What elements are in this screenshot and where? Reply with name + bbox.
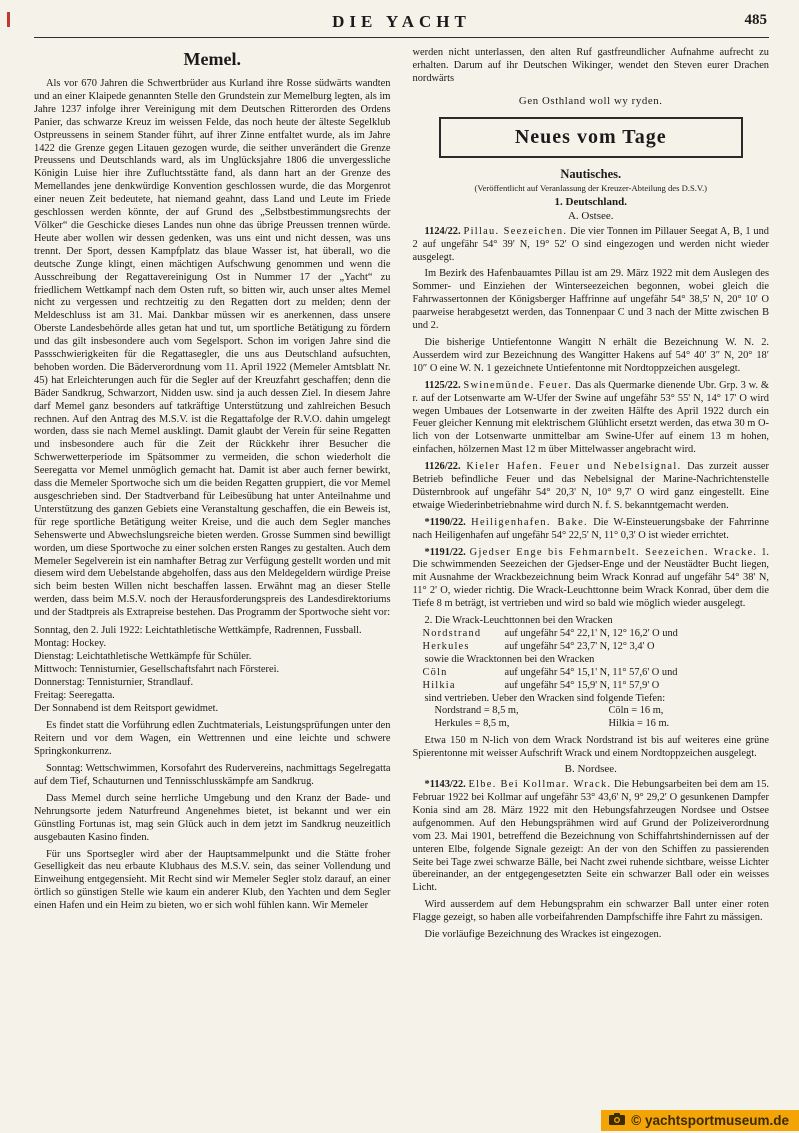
entry-number: 1125/22. — [424, 379, 461, 391]
section-title: Nautisches. — [560, 166, 622, 181]
notice-entry — [413, 380, 770, 457]
right-column — [413, 47, 770, 942]
entry-number: *1190/22. — [424, 516, 466, 528]
camera-icon — [609, 1113, 625, 1128]
entry-number: *1143/22. — [424, 779, 466, 791]
paragraph: Dass Memel durch seine herrliche Umgebung und den Kranz der Bade- und Nehrungsorte jedem Naturfreund Angenehmes bietet, ist bekannt und wer ein Günstling Fortunas ist, mag sein Glück auch in dem jetzt im Sandkrug neuzeitlich ausgebauten Kasino finden. — [34, 792, 391, 843]
wreck-line — [413, 667, 770, 680]
entry-body: Das als Quermarke dienende Ubr. Grp. 3 w. & r. auf der Lotsenwarte am W-Ufer der Swine auf ungefähr 53° 55' N, 14° 17' O wird wegen Umbaues der Lotsenwarte in der zweiten Hälfte des April 1922 durch ein Feuer gleicher Kennung mit elektrischem Glühlicht ersetzt werden, das etwa 30 m O-lich von der Lotsenwarte unmittelbar am Swine-Ufer auf einem 13 m hohen, einfachen, hölzernen Mast 12 m über Mittelwasser angebracht wird. — [412, 379, 769, 456]
wreck-line — [413, 680, 770, 693]
wreck-position-list — [413, 615, 770, 731]
entry-body: Die Hebungsarbeiten bei dem am 15. Februar 1922 bei Kollmar auf ungefähr 53° 43,6' N, 9° 29,2' O gesunkenen Dampfer Konia sind am 28. März 1922 mit den Hebungsfahrzeugen Nordsee und Ostsee aufgenommen. Auf den Hebungsprähmen wird auf Grund der Polizeiverordnung vom 23. Mai 1901, betreffend die Bezeichnung von Schiffahrtshindernissen auf der unteren Elbe, folgende Signale gezeigt: An der von den Schiffen zu passierenden Seite bei Tage zwei schwarze Bälle, bei Nacht zwei ruhende sichtbare, weisse Lichter übereinander, an der entgegengesetzten Seite ein schwarzer Ball oder ein weisses Licht. — [412, 779, 769, 894]
depth-cell: Herkules = 8,5 m, — [434, 718, 510, 730]
paragraph: Etwa 150 m N-lich von dem Wrack Nordstrand ist bis auf weiteres eine grüne Spierentonne mit weisser Aufschrift Wrack und einem Nordtoppzeichen ausgelegt. — [412, 735, 769, 760]
wreck-position: auf ungefähr 54° 23,7' N, 12° 3,4' O — [504, 640, 655, 652]
depth-cell: Nordstrand = 8,5 m, — [434, 705, 519, 717]
entry-keywords: Kieler Hafen. Feuer und Nebelsignal. — [466, 461, 682, 473]
entry-number: *1191/22. — [424, 546, 466, 558]
depth-cell: Hilkia = 16 m. — [608, 718, 670, 730]
depth-row — [413, 705, 770, 718]
notice-entry — [413, 517, 770, 543]
wreck-position: auf ungefähr 54° 15,1' N, 11° 57,6' O und — [504, 666, 678, 678]
entry-body: Die W-Einsteuerungsbake der Fahrrinne nach Heiligenhafen auf ungefähr 54° 22,5' N, 11° 0,3' O ist wieder errichtet. — [412, 516, 769, 541]
wreck-line — [413, 641, 770, 654]
wreck-mid-text: sowie die Wracktonnen bei den Wracken — [424, 653, 595, 665]
wreck-line — [413, 628, 770, 641]
entry-keywords: Gjedser Enge bis Fehmarnbelt. Seezeichen. Wracke. — [469, 546, 758, 558]
paragraph: werden nicht unterlassen, den alten Ruf gastfreundlicher Aufnahme aufrecht zu erhalten. Darum auf ihr Deutschen Wikinger, wendet den Steven eurer Drachen nordwärts — [412, 47, 769, 84]
wreck-position: auf ungefähr 54° 22,1' N, 12° 16,2' O und — [504, 628, 678, 639]
page-header — [34, 8, 769, 32]
wreck-intro: 2. Die Wrack-Leuchttonnen bei den Wracken — [424, 615, 613, 627]
schedule-item: Mittwoch: Tennisturnier, Gesellschaftsfahrt nach Försterei. — [34, 663, 280, 675]
wreck-position: auf ungefähr 54° 15,9' N, 11° 57,9' O — [504, 679, 660, 691]
wreck-depth-intro: sind vertrieben. Ueber den Wracken sind folgende Tiefen: — [424, 692, 666, 704]
registration-mark — [7, 12, 10, 27]
wreck-name: Cöln — [422, 666, 448, 678]
wreck-name: Herkules — [422, 640, 470, 652]
depth-cell: Cöln = 16 m, — [608, 705, 664, 717]
watermark — [601, 1110, 799, 1131]
watermark-text: © yachtsportmuseum.de — [631, 1113, 789, 1128]
entry-body: Die vier Tonnen im Pillauer Seegat A, B, 1 und 2 auf ungefähr 54° 39' N, 19° 52' O sind eingezogen und werden nicht wieder ausgelegt. — [412, 225, 770, 263]
notice-entry — [413, 547, 770, 612]
news-box-title: Neues vom Tage — [514, 125, 667, 148]
depth-row — [413, 718, 770, 731]
paragraph: Sonntag: Wettschwimmen, Korsofahrt des Rudervereins, nachmittags Segelregatta auf dem Tief, Schauturnen und Tennisschlusskämpfe am Sandkrug. — [34, 763, 391, 788]
paragraph: Die vorläufige Bezeichnung des Wrackes ist eingezogen. — [424, 929, 662, 941]
entry-body: Das zurzeit ausser Betrieb befindliche Feuer und das Nebelsignal der Marine-Nachrichtenstelle Düsternbrook auf ungefähr 54° 20,3' N, 10° 9,7' O wird ganz eingestellt. Eine etwaige Wiederinbetriebnahme wird durch N. f. S. bekanntgemacht werden. — [412, 461, 770, 511]
news-box — [439, 117, 744, 158]
paragraph: Im Bezirk des Hafenbauamtes Pillau ist am 29. März 1922 mit dem Auslegen des Sommer- und Einziehen der Winterseezeichen begonnen, wobei gleich die Fahrwassertonnen der Königsberger Haffrinne auf ungefähr 54° 38,5' N, 20° 10' O paarweise herabgesetzt werden, das Tonnenpaar C und 3 nach der Mitte zwischen B und 2. — [412, 268, 769, 332]
notice-entry — [413, 226, 770, 265]
section-subtitle: (Veröffentlicht auf Veranlassung der Kreuzer-Abteilung des D.S.V.) — [474, 182, 707, 193]
entry-keywords: Elbe. Bei Kollmar. Wrack. — [468, 779, 612, 791]
entry-body: 1. Die schwimmenden Seezeichen der Gjedser-Enge und der Neustädter Bucht liegen, mit Ausnahme der Wrackbezeichnung beim Wrack Konrad auf ungefähr 54° 38' N, 11° 2' O, wieder richtig. Die Wrack-Leuchttonne beim Wrack Konrad, über dem die Tiefe 8 m beträgt, ist vertrieben und wird so bald wie möglich wieder ausgelegt. — [412, 546, 769, 610]
paragraph: Es findet statt die Vorführung edlen Zuchtmaterials, Leistungsprüfungen unter den Reitern und vor dem Wagen, ein Wettrennen und eine leichte und schwere Springkonkurrenz. — [34, 720, 391, 758]
schedule-item: Sonntag, den 2. Juli 1922: Leichtathletische Wettkämpfe, Radrennen, Fussball. — [34, 625, 362, 637]
schedule-item: Freitag: Seeregatta. — [34, 689, 115, 701]
entry-number: 1126/22. — [424, 461, 461, 473]
schedule-item: Der Sonnabend ist dem Reitsport gewidmet. — [34, 702, 219, 714]
magazine-title: DIE YACHT — [332, 12, 471, 31]
wreck-name: Nordstrand — [422, 628, 482, 639]
sea-heading-ostsee: A. Ostsee. — [567, 209, 614, 222]
sportwoche-schedule — [34, 625, 391, 715]
paragraph: Für uns Sportsegler wird aber der Hauptsammelpunkt und die Stätte froher Geselligkeit das neu erbaute Klubhaus des M.S.V. sein, das seiner Vollendung und Einweihung entgegensieht. Mit Recht sind wir Memeler Segler stolz darauf, an einer örtlich so günstigen Stelle wie kaum ein anderer Klub, den Yachten und dem Segler einen Hafen und ein Heim zu bieten, wo er sich wohl fühlen kann. Wir Memeler — [34, 848, 391, 912]
entry-keywords: Swinemünde. Feuer. — [463, 379, 573, 391]
wreck-name: Hilkia — [422, 679, 456, 691]
notice-entry — [413, 461, 770, 513]
entry-keywords: Pillau. Seezeichen. — [463, 225, 568, 237]
schedule-item: Donnerstag: Tennisturnier, Strandlauf. — [34, 676, 194, 688]
entry-number: 1124/22. — [424, 225, 461, 237]
paragraph: Wird ausserdem auf dem Hebungsprahm ein schwarzer Ball unter einer roten Flagge gezeigt, so haben alle vorbeifahrenden Dampfschiffe ihre Fahrt zu mässigen. — [412, 899, 769, 924]
paragraph: Die bisherige Untiefentonne Wangitt N erhält die Bezeichnung W. N. 2. Ausserdem wird zur Bezeichnung des Wangitter Hakens auf 54° 40′ 3″ N, 20° 18′ 10″ O eine W. N. 1 gezeichnete Untiefentonne mit Nordtoppzeichen ausgelegt. — [412, 336, 769, 374]
schedule-item: Dienstag: Leichtathletische Wettkämpfe für Schüler. — [34, 650, 252, 662]
left-column — [34, 47, 391, 942]
schedule-item: Montag: Hockey. — [34, 637, 107, 649]
motto-line: Gen Osthland woll wy ryden. — [518, 94, 663, 107]
entry-keywords: Heiligenhafen. Bake. — [471, 516, 588, 528]
header-rule — [34, 37, 769, 38]
two-column-layout — [34, 47, 769, 942]
paragraph: Als vor 670 Jahren die Schwertbrüder aus Kurland ihre Rosse südwärts wandten und an einer Klaipede genannten Stelle den Grundstein zur Memelburg legten, als im Jahre 1237 infolge ihrer Vereinigung mit dem Deutschen Ritterorden des Ordens Panier, das schwarze Kreuz im weissen Felde, das noch heute der älteste Segelklub Ostpreussens in seinem Stander führt, auf ihrer Zinne entfaltet wurde, als im Jahre 1422 die Grenze gegen Litauen gezogen wurde, die seither unverändert die Grenze Preussens und Deutschlands ward, als im Unglücksjahre 1806 die unvergessliche Königin Luise hier ihre Zufluchtsstätte fand, als dann hart an der Grenze des Memellandes jene denkwürdige Konvention geschlossen wurde, die das Morgenrot einer neuen Zeit bedeutete, hat niemand geahnt, dass Land und Leute im Friede geschlossen werden könnte, der auf Grund des „Selbstbestimmungsrechts der Völker“ die Geschicke dieses Landes nun ohne das übrige Preussen trennen würde. Heute aber wollen wir dessen gedenken, was uns eint und nicht dessen, was uns trennt. Der Sport, dessen Kampfplatz das blaue Wasser ist, hat überall, wo die deutsche Zunge klingt, einen mächtigen Aufschwung genommen und wenn die Ausschreibung der Regattavereinigung Ost in Nummer 17 der „Yacht“ zu friedlichem Wettkampf nach dem Osten ruft, so bitten wir, auch unser altes Memel nicht zu vergessen und rechtzeitig zu den Regatten dort zu melden; denn der Meldeschluss ist am 31. Mai. Dankbar müssen wir es anerkennen, dass unsere Oberste Landesbehörde alles getan hat und tut, um sportliche Betätigung zu fördern und das gilt insbesondere auch vom Segelsport. Schon im vorigen Jahre sind die Passschwierigkeiten für die Regattasegler, die uns aus Deutschland aufsuchten, behoben worden. Die Bäderverordnung vom 11. April 1922 (Memeler Amtsblatt Nr. 45) hat Erleichterungen auch für die Segler auf der Kreuzfahrt geschaffen; denn die Bäder Sandkrug, Schwarzort, Nidden usw. sind ja auch dessen Ziel. In diesem Jahre darf Memel ganz besonders auf tatkräftige Unterstützung und zahlreichen Besuch rechnen. Auf den Antrag des M.S.V. ist die Regattafolge der R.V.O. dahin umgelegt worden, dass sie nach Memel ausklingt. Damit glaubt der Verein für seine Regatten und insbesondere auch für die Zeit der Rückkehr ihrer Besucher die Schwerwetterperiode im Spätsommer zu vermeiden, die schon wiederholt die Seeregatta vor Memel unmöglich gemacht hat. Damit ist aber auch ferner bewirkt, dass die Memeler Sportwoche sich um die beiden Regatten gruppiert, die vor Memel ausgeschrieben sind. Der Stadtverband für Leibesübung hat unter Anteilnahme und Unterstützung des ganzen Gebiets eine Veranstaltung geschaffen, die ein Beweis ist, für rege sportliche Betätigung weiter Kreise, und die auch dem Segler manches Sehenswerte und Abwechslungsreiche bieten werden. Grosse Summen sind bewilligt worden, um diese Sportwoche zu einer solchen ersten Ranges zu gestalten. Auch dem Memeler Segelverein ist ein namhafter Betrag zur Verfügung gestellt worden und mit diesem wird dem Uebelstande abgeholfen, dass aus den Meldegeldern würdige Preise sich beim besten Willen nicht beschaffen lassen. Erwähnt mag an dieser Stelle werden, dass beim M.S.V. noch der Herausforderungspreis des Landesdirektoriums und der Stadtpreis als Extrapreise bestehen. Das Programm der Sportwoche sieht vor: — [34, 78, 391, 619]
article-title: Memel. — [183, 49, 241, 69]
country-heading: 1. Deutschland. — [554, 195, 627, 208]
page-number: 485 — [744, 12, 767, 28]
notice-entry — [413, 779, 770, 895]
sea-heading-nordsee: B. Nordsee. — [564, 763, 617, 776]
